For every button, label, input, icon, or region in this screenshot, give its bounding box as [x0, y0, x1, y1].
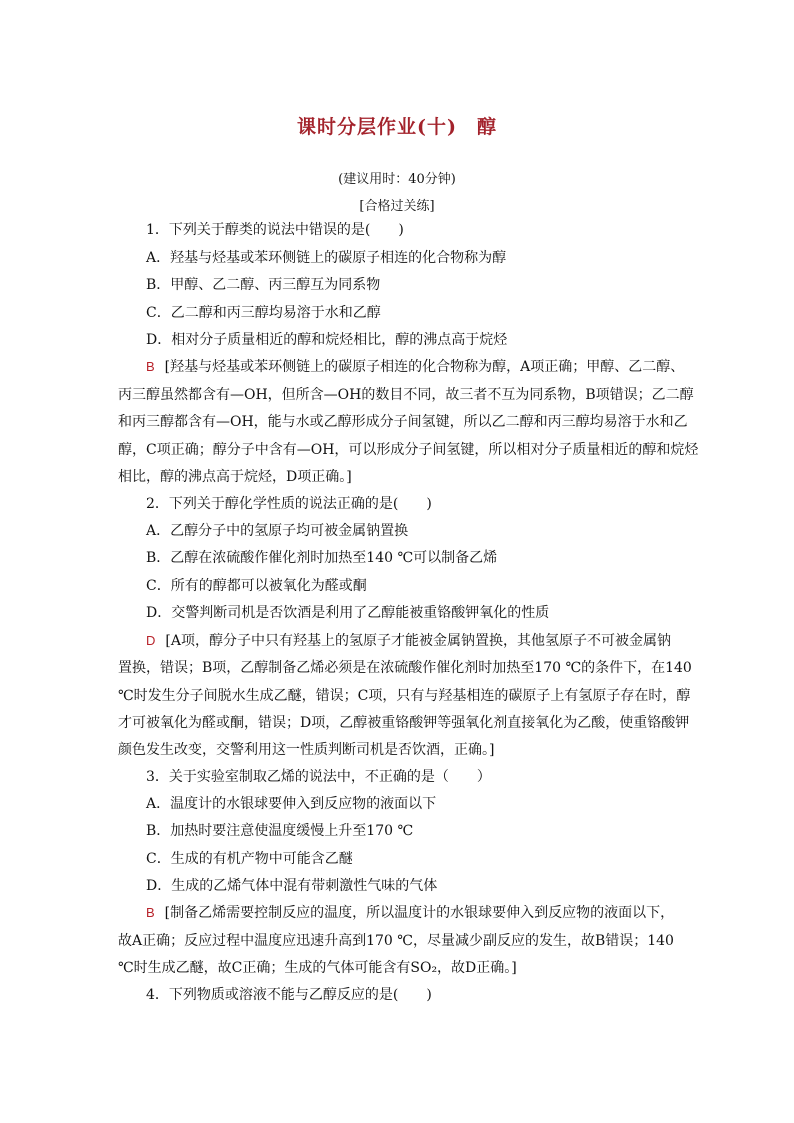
- question-1-explanation-line-3: 和丙三醇都含有—OH，能与水或乙醇形成分子间氢键，所以乙二醇和丙三醇均易溶于水和乙: [118, 414, 688, 430]
- question-1-option-c: C．乙二醇和丙三醇均易溶于水和乙醇: [146, 305, 381, 321]
- question-3-explanation-line-1: B [制备乙烯需要控制反应的温度，所以温度计的水银球要伸入到反应物的液面以下，: [146, 905, 675, 921]
- question-2-option-a: A．乙醇分子中的氢原子均可被金属钠置换: [146, 523, 409, 539]
- question-2-answer: D: [146, 633, 156, 648]
- question-4-stem: 4．下列物质或溶液不能与乙醇反应的是( ): [146, 987, 432, 1003]
- time-note: (建议用时：40分钟): [338, 172, 456, 187]
- question-1-explanation-line-5: 相比，醇的沸点高于烷烃，D项正确。]: [118, 469, 352, 485]
- question-2-option-b: B．乙醇在浓硫酸作催化剂时加热至140 ℃可以制备乙烯: [146, 550, 498, 566]
- question-3-option-a: A．温度计的水银球要伸入到反应物的液面以下: [146, 796, 437, 812]
- question-1-explanation-line-2: 丙三醇虽然都含有—OH，但所含—OH的数目不同，故三者不互为同系物，B项错误；乙二醇: [118, 387, 694, 403]
- section-label: [合格过关练]: [359, 199, 435, 214]
- question-1-explanation-line-1: B [羟基与烃基或苯环侧链上的碳原子相连的化合物称为醇，A项正确；甲醇、乙二醇、: [146, 359, 685, 375]
- question-3-option-c: C．生成的有机产物中可能含乙醚: [146, 851, 353, 867]
- question-2-stem: 2．下列关于醇化学性质的说法正确的是( ): [146, 496, 432, 512]
- question-1-stem: 1．下列关于醇类的说法中错误的是( ): [146, 222, 404, 238]
- question-1-option-a: A．羟基与烃基或苯环侧链上的碳原子相连的化合物称为醇: [146, 250, 507, 266]
- question-3-option-b: B．加热时要注意使温度缓慢上升至170 ℃: [146, 823, 414, 839]
- question-3-stem: 3．关于实验室制取乙烯的说法中，不正确的是（ ）: [146, 769, 491, 785]
- question-1-option-b: B．甲醇、乙二醇、丙三醇互为同系物: [146, 277, 381, 293]
- question-2-option-d: D．交警判断司机是否饮酒是利用了乙醇能被重铬酸钾氧化的性质: [146, 605, 550, 621]
- question-1-option-d: D．相对分子质量相近的醇和烷烃相比，醇的沸点高于烷烃: [146, 332, 508, 348]
- question-1-explanation-line-4: 醇，C项正确；醇分子中含有—OH，可以形成分子间氢键，所以相对分子质量相近的醇和烷烃: [118, 442, 699, 458]
- question-2-explanation-line-4: 才可被氧化为醛或酮，错误；D项，乙醇被重铬酸钾等强氧化剂直接氧化为乙酸，使重铬酸钾: [118, 715, 690, 731]
- question-3-option-d: D．生成的乙烯气体中混有带刺激性气味的气体: [146, 878, 438, 894]
- question-2-explanation-line-1: D [A项，醇分子中只有羟基上的氢原子才能被金属钠置换，其他氢原子不可被金属钠: [146, 633, 671, 649]
- question-3-explanation-line-3: ℃时生成乙醚，故C正确；生成的气体可能含有SO₂，故D正确。]: [118, 960, 517, 976]
- question-2-explanation-line-2: 置换，错误；B项，乙醇制备乙烯必须是在浓硫酸作催化剂时加热至170 ℃的条件下，在140: [118, 660, 692, 676]
- question-3-explanation-line-2: 故A正确；反应过程中温度应迅速升高到170 ℃，尽量减少副反应的发生，故B错误；140: [118, 933, 674, 949]
- question-3-answer: B: [146, 905, 155, 920]
- page-title: 课时分层作业(十) 醇: [297, 116, 497, 138]
- question-2-option-c: C．所有的醇都可以被氧化为醛或酮: [146, 578, 367, 594]
- question-2-explanation-line-3: ℃时发生分子间脱水生成乙醚，错误；C项，只有与羟基相连的碳原子上有氢原子存在时，醇: [118, 688, 691, 704]
- question-1-answer: B: [146, 359, 155, 374]
- question-2-explanation-line-5: 颜色发生改变，交警利用这一性质判断司机是否饮酒，正确。]: [118, 742, 495, 758]
